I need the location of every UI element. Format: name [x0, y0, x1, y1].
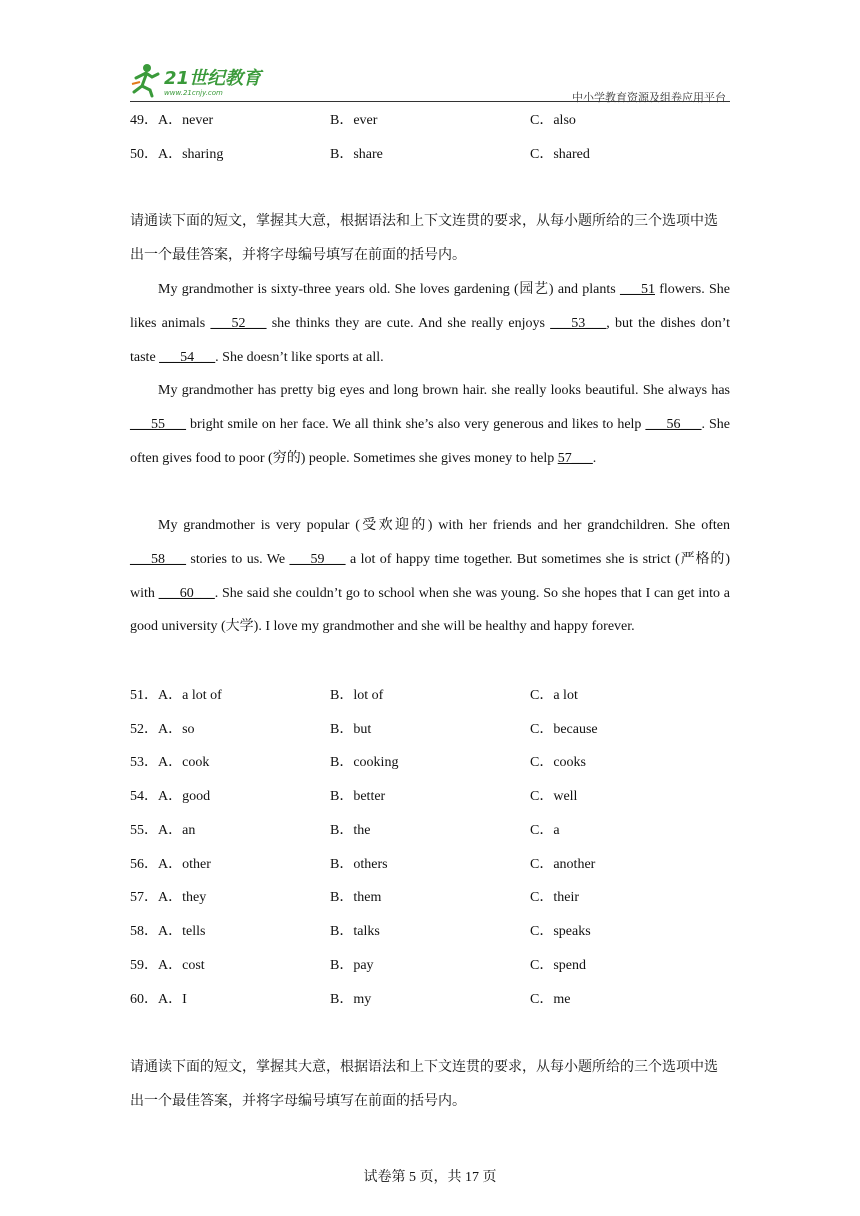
question-56 [130, 855, 730, 875]
question-50 [130, 145, 730, 165]
blank-54: ___54___ [159, 349, 216, 365]
option-b: B．the [330, 823, 371, 838]
option-c: C．cooks [530, 755, 586, 770]
section-instruction-2: 请通读下面的短文，掌握其大意，根据语法和上下文连贯的要求，从每小题所给的三个选项中选出一个最佳答案，并将字母编号填写在前面的括号内。 [130, 1060, 718, 1109]
option-b: B．talks [330, 924, 380, 939]
option-a: 60．A．I [130, 992, 187, 1007]
question-54 [130, 787, 730, 807]
option-a: 52．A．so [130, 722, 195, 737]
question-51 [130, 686, 730, 706]
option-b: B．better [330, 789, 386, 804]
option-b: B．but [330, 722, 372, 737]
question-53 [130, 753, 730, 773]
option-c: C．a lot [530, 688, 578, 703]
option-c: C．because [530, 722, 598, 737]
option-a: 55．A．an [130, 823, 196, 838]
option-c: C．shared [530, 147, 590, 162]
passage-paragraph-3: My grandmother is very popular (受欢迎的) with her friends and her grandchildren. She often ___58___ stories to us. We ___59___ a lot of happy time together. But sometimes she is strict (严格的) with ___60___. She said she couldn’t go to school when she was young. So she hopes that I can get into a good university (大学). I love my grandmother and she will be healthy and happy forever. [130, 518, 731, 635]
blank-55: ___55___ [130, 416, 186, 432]
option-b: B．pay [330, 958, 374, 973]
option-a: 54．A．good [130, 789, 211, 804]
option-b: B．others [330, 857, 388, 872]
option-b: B．cooking [330, 755, 399, 770]
blank-53: ___53___ [550, 315, 607, 331]
option-b: B．them [330, 890, 382, 905]
question-59 [130, 956, 730, 976]
option-a: 57．A．they [130, 890, 207, 905]
blank-57: 57___ [557, 450, 593, 466]
header-platform-text: 中小学教育资源及组卷应用平台 [572, 91, 726, 104]
option-c: C．their [530, 890, 579, 905]
21cnjy-logo [130, 62, 270, 100]
blank-59: ___59___ [289, 551, 346, 567]
question-57 [130, 888, 730, 908]
option-a: 53．A．cook [130, 755, 210, 770]
option-b: B．lot of [330, 688, 384, 703]
blank-56: ___56___ [645, 416, 702, 432]
blank-60: ___60___ [158, 585, 215, 601]
option-b: B．my [330, 992, 372, 1007]
logo-text: 21世纪教育 [164, 68, 262, 89]
blank-58: ___58___ [130, 551, 186, 567]
page-header [130, 62, 730, 102]
option-c: C．me [530, 992, 571, 1007]
option-b: B．ever [330, 113, 378, 128]
option-a: 58．A．tells [130, 924, 206, 939]
option-a: 49．A．never [130, 113, 214, 128]
question-58 [130, 922, 730, 942]
blank-51: ___51 [620, 282, 655, 297]
option-c: C．also [530, 113, 576, 128]
option-b: B．share [330, 147, 383, 162]
option-c: C．a [530, 823, 560, 838]
option-a: 50．A．sharing [130, 147, 224, 162]
passage-paragraph-2: My grandmother has pretty big eyes and long brown hair. she really looks beautiful. She always has ___55___ bright smile on her face. We all think she’s also very generous and likes to help ___56___. She often gives food to poor (穷的) people. Sometimes she gives money to help 57___. [130, 383, 730, 466]
header-divider [130, 101, 730, 102]
question-60 [130, 990, 730, 1010]
option-c: C．speaks [530, 924, 591, 939]
passage-paragraph-1: My grandmother is sixty-three years old. She loves gardening (园艺) and plants ___51 flowers. She likes animals ___52___ she thinks they are cute. And she really enjoys ___53___, but the dishes don’t taste ___54___. She doesn’t like sports at all. [130, 282, 731, 365]
option-a: 59．A．cost [130, 958, 205, 973]
question-49 [130, 111, 730, 131]
option-a: 56．A．other [130, 857, 211, 872]
question-55 [130, 821, 730, 841]
option-c: C．spend [530, 958, 586, 973]
question-52 [130, 720, 730, 740]
option-c: C．another [530, 857, 596, 872]
option-c: C．well [530, 789, 578, 804]
page-footer: 试卷第 5 页，共 17 页 [363, 1170, 497, 1185]
option-a: 51．A．a lot of [130, 688, 222, 703]
blank-52: ___52___ [210, 315, 267, 331]
section-instruction: 请通读下面的短文，掌握其大意，根据语法和上下文连贯的要求，从每小题所给的三个选项中选出一个最佳答案，并将字母编号填写在前面的括号内。 [130, 214, 718, 263]
logo-url: www.21cnjy.com [164, 89, 223, 97]
